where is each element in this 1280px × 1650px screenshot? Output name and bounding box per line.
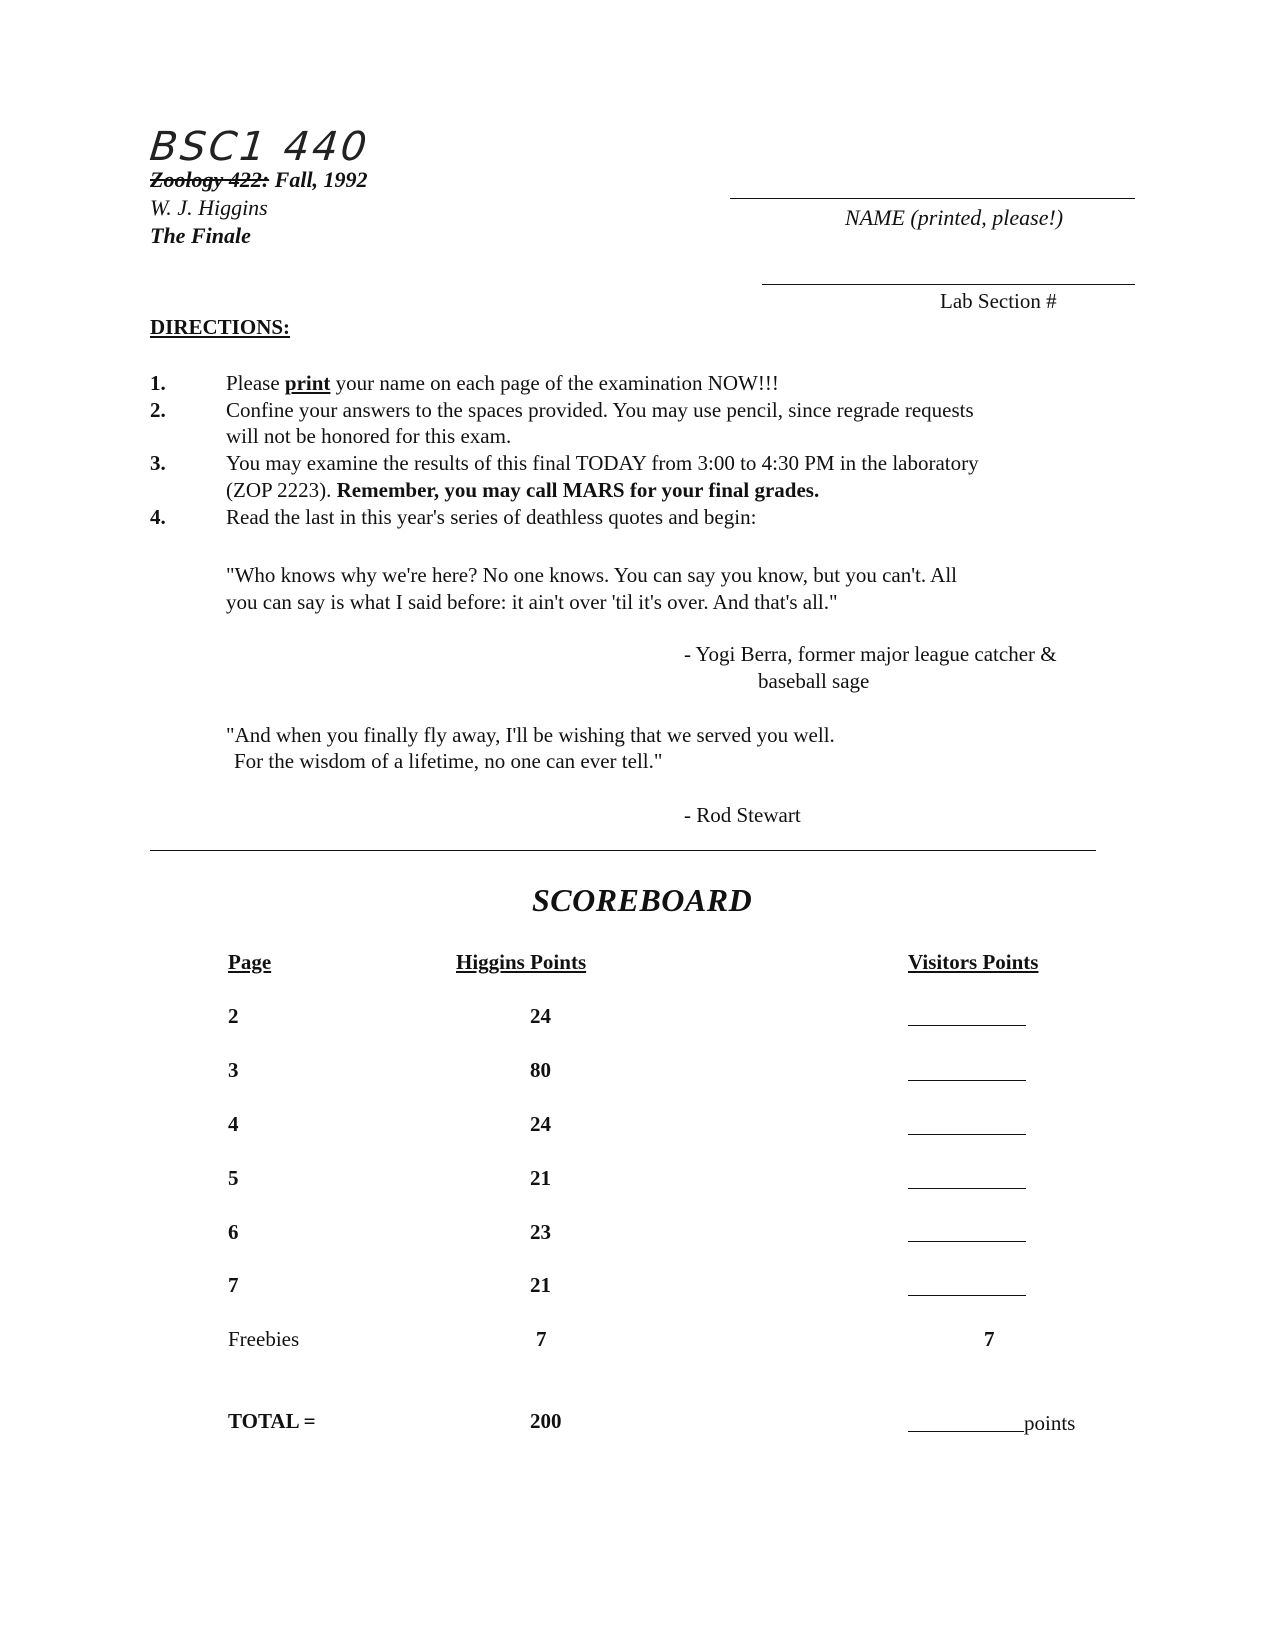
- visitors-points-blank[interactable]: [908, 1295, 1026, 1296]
- lab-section-blank-line[interactable]: [762, 284, 1135, 285]
- column-header-higgins-points: Higgins Points: [456, 950, 587, 974]
- direction-1-emphasis: print: [284, 371, 331, 395]
- quote-1-line-2: you can say is what I said before: it ain't over 'til it's over. And that's all.": [226, 590, 838, 614]
- row-page: 5: [228, 1166, 239, 1190]
- crossed-out-course: Zoology 422:: [150, 167, 270, 192]
- total-visitors-blank[interactable]: [908, 1431, 1024, 1432]
- row-higgins-points: 21: [530, 1273, 551, 1297]
- direction-number: 4.: [150, 505, 166, 529]
- direction-3-emphasis: Remember, you may call MARS for your final grades.: [336, 478, 820, 502]
- direction-1-text: Please: [226, 371, 285, 395]
- row-higgins-points: 24: [530, 1004, 551, 1028]
- direction-number: 3.: [150, 451, 166, 475]
- direction-3-text: (ZOP 2223).: [226, 478, 337, 502]
- row-page: 2: [228, 1004, 239, 1028]
- quote-2-attribution: - Rod Stewart: [684, 803, 801, 827]
- row-page: 3: [228, 1058, 239, 1082]
- name-blank-line[interactable]: [730, 198, 1135, 199]
- row-higgins-points: 80: [530, 1058, 551, 1082]
- freebies-visitors-points: 7: [984, 1327, 995, 1351]
- direction-item-2-line-2: will not be honored for this exam.: [226, 424, 512, 448]
- row-page: 6: [228, 1220, 239, 1244]
- term: Fall, 1992: [274, 167, 368, 192]
- quote-1-attribution-cont: baseball sage: [758, 669, 870, 693]
- direction-number: 1.: [150, 371, 166, 395]
- row-page: 4: [228, 1112, 239, 1136]
- freebies-label: Freebies: [228, 1327, 300, 1351]
- visitors-points-blank[interactable]: [908, 1188, 1026, 1189]
- exam-title: The Finale: [150, 223, 251, 248]
- direction-1-text-end: your name on each page of the examination NOW!!!: [330, 371, 779, 395]
- row-page: 7: [228, 1273, 239, 1297]
- direction-item-3-line-1: You may examine the results of this final TODAY from 3:00 to 4:30 PM in the laboratory: [226, 451, 979, 475]
- direction-item-2-line-1: Confine your answers to the spaces provided. You may use pencil, since regrade requests: [226, 398, 974, 422]
- total-points-suffix: points: [1024, 1411, 1076, 1435]
- scoreboard-title: SCOREBOARD: [532, 882, 753, 918]
- direction-item-4: Read the last in this year's series of deathless quotes and begin:: [226, 505, 757, 529]
- total-higgins-points: 200: [530, 1409, 562, 1433]
- lab-section-label: Lab Section #: [940, 289, 1057, 313]
- quote-2-line-1: "And when you finally fly away, I'll be wishing that we served you well.: [226, 723, 835, 747]
- row-higgins-points: 21: [530, 1166, 551, 1190]
- direction-item-3-line-2: [226, 477, 1126, 503]
- name-label: NAME (printed, please!): [845, 205, 1064, 230]
- row-higgins-points: 24: [530, 1112, 551, 1136]
- column-header-visitors-points: Visitors Points: [908, 950, 1039, 974]
- visitors-points-blank[interactable]: [908, 1241, 1026, 1242]
- visitors-points-blank[interactable]: [908, 1025, 1026, 1026]
- section-divider: [150, 850, 1096, 851]
- quote-2-line-2: For the wisdom of a lifetime, no one can ever tell.": [234, 749, 663, 773]
- freebies-higgins-points: 7: [536, 1327, 547, 1351]
- directions-heading: DIRECTIONS:: [150, 315, 291, 339]
- total-label: TOTAL =: [228, 1409, 316, 1433]
- instructor: W. J. Higgins: [150, 195, 268, 220]
- direction-number: 2.: [150, 398, 166, 422]
- handwritten-course-code: BSC1 440: [147, 124, 372, 170]
- quote-1-attribution: - Yogi Berra, former major league catcher &: [684, 642, 1057, 666]
- direction-item-1: [226, 370, 1126, 396]
- visitors-points-blank[interactable]: [908, 1134, 1026, 1135]
- column-header-page: Page: [228, 950, 272, 974]
- quote-1-line-1: "Who knows why we're here? No one knows. You can say you know, but you can't. All: [226, 563, 958, 587]
- visitors-points-blank[interactable]: [908, 1080, 1026, 1081]
- course-header-line: [150, 166, 368, 194]
- row-higgins-points: 23: [530, 1220, 551, 1244]
